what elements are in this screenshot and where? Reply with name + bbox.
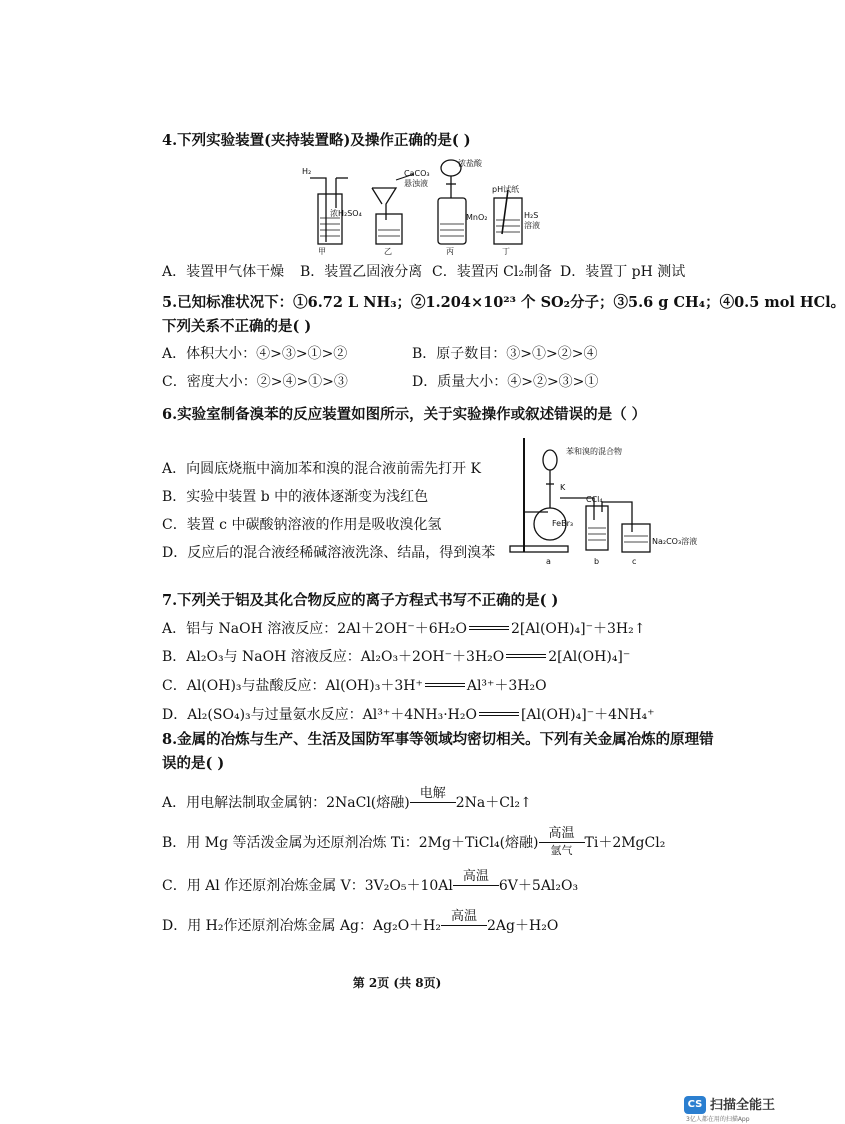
apparatus-ding: [494, 190, 522, 244]
label-catalyst: FeBr₃: [552, 519, 574, 528]
label-ding-sol1: H₂S: [524, 211, 539, 220]
scanner-brand-name: 扫描全能王: [710, 1098, 776, 1113]
label-jia-gas: H₂: [302, 167, 312, 176]
label-c: c: [632, 557, 637, 566]
q8-stem-2: 误的是( ): [162, 755, 225, 772]
q7-option-a: A．铝与 NaOH 溶液反应：2Al＋2OH⁻＋6H₂O 2[Al(OH)₄]⁻＋3H₂↑: [162, 621, 646, 637]
camscanner-logo-icon: CS: [684, 1096, 706, 1114]
equals-sign: [467, 619, 511, 639]
label-yi-name: 乙: [384, 247, 392, 256]
q4-option-b: B．装置乙固液分离: [300, 264, 423, 280]
q6-stem: 6.实验室制备溴苯的反应装置如图所示，关于实验操作或叙述错误的是（ ）: [162, 406, 647, 423]
label-jia-name: 甲: [318, 247, 326, 256]
label-ding-name: 丁: [502, 247, 510, 256]
apparatus-bing: [438, 160, 466, 244]
q6-option-c: C．装置 c 中碳酸钠溶液的作用是吸收溴化氢: [162, 517, 442, 533]
page-footer: 第 2页 (共 8页): [352, 976, 442, 990]
label-bing-acid: 浓盐酸: [458, 159, 482, 168]
q5-option-d: D．质量大小：④>②>③>①: [412, 374, 599, 390]
label-mixture: 苯和溴的混合物: [566, 447, 622, 456]
reaction-condition: 高温 氩气: [539, 826, 585, 860]
q7-stem: 7.下列关于铝及其化合物反应的离子方程式书写不正确的是( ): [162, 592, 559, 609]
label-ding-sol2: 溶液: [524, 221, 540, 230]
q5-stem-2: 下列关系不正确的是( ): [162, 318, 312, 335]
label-ding-paper: pH试纸: [492, 185, 520, 194]
stand-base: [510, 546, 568, 552]
q4-option-c: C．装置丙 Cl₂制备: [432, 264, 552, 280]
label-reagent: CCl₄: [586, 495, 603, 504]
reaction-condition: 高温: [453, 869, 499, 903]
q8-option-c: C．用 Al 作还原剂冶炼金属 V：3V₂O₅＋10Al 高温 6V＋5Al₂O₃: [162, 869, 578, 903]
q5-option-c: C．密度大小：②>④>①>③: [162, 374, 348, 390]
equals-sign: [477, 705, 521, 725]
label-bing-name: 丙: [446, 247, 454, 256]
label-jia-liquid: 浓H₂SO₄: [330, 209, 362, 218]
q4-apparatus-figure: [296, 158, 540, 258]
label-bing-solid: MnO₂: [466, 213, 488, 222]
q6-option-a: A．向圆底烧瓶中滴加苯和溴的混合液前需先打开 K: [162, 461, 482, 477]
q8-option-a: A．用电解法制取金属钠：2NaCl(熔融) 电解 2Na＋Cl₂↑: [162, 786, 532, 820]
q4-stem: 4.下列实验装置(夹持装置略)及操作正确的是( ): [162, 132, 471, 149]
label-valve-k: K: [560, 483, 566, 492]
label-b: b: [594, 557, 600, 566]
q4-option-a: A．装置甲气体干燥: [162, 264, 285, 280]
dropping-funnel: [543, 450, 557, 470]
equals-sign: [504, 647, 548, 667]
q6-option-d: D．反应后的混合液经稀碱溶液洗涤、结晶，得到溴苯: [162, 545, 496, 561]
scanner-tagline: 3亿人都在用的扫描App: [686, 1116, 750, 1123]
q6-option-b: B．实验中装置 b 中的液体逐渐变为浅红色: [162, 489, 429, 505]
q5-option-a: A．体积大小：④>③>①>②: [162, 346, 348, 362]
q7-option-b: B．Al₂O₃与 NaOH 溶液反应：Al₂O₃＋2OH⁻＋3H₂O 2[Al(OH)₄]⁻: [162, 649, 631, 665]
label-solution: Na₂CO₃溶液: [652, 537, 698, 546]
q5-option-b: B．原子数目：③>①>②>④: [412, 346, 598, 362]
q6-bromobenzene-apparatus: [502, 432, 716, 568]
beaker-c: [622, 524, 650, 552]
reaction-condition: 高温: [441, 909, 487, 943]
q7-option-c: C．Al(OH)₃与盐酸反应：Al(OH)₃＋3H⁺ Al³⁺＋3H₂O: [162, 678, 547, 694]
q8-option-d: D．用 H₂作还原剂冶炼金属 Ag：Ag₂O＋H₂ 高温 2Ag＋H₂O: [162, 909, 558, 943]
reaction-condition: 电解: [410, 786, 456, 820]
q7-option-d: D．Al₂(SO₄)₃与过量氨水反应：Al³⁺＋4NH₃·H₂O [Al(OH)₄]⁻＋4NH₄⁺: [162, 707, 655, 723]
label-a: a: [546, 557, 551, 566]
label-yi-solid: CaCO₃: [404, 169, 430, 178]
q5-stem: 5.已知标准状况下：①6.72 L NH₃；②1.204×10²³ 个 SO₂分子；③5.6 g CH₄；④0.5 mol HCl。: [162, 294, 845, 311]
q8-option-b: B．用 Mg 等活泼金属为还原剂冶炼 Ti：2Mg＋TiCl₄(熔融) 高温 氩气 Ti＋2MgCl₂: [162, 826, 665, 860]
label-yi-liquid: 悬浊液: [404, 179, 428, 188]
q4-option-d: D．装置丁 pH 测试: [560, 264, 686, 280]
equals-sign: [423, 676, 467, 696]
q8-stem: 8.金属的冶炼与生产、生活及国防军事等领域均密切相关。下列有关金属冶炼的原理错: [162, 731, 714, 748]
